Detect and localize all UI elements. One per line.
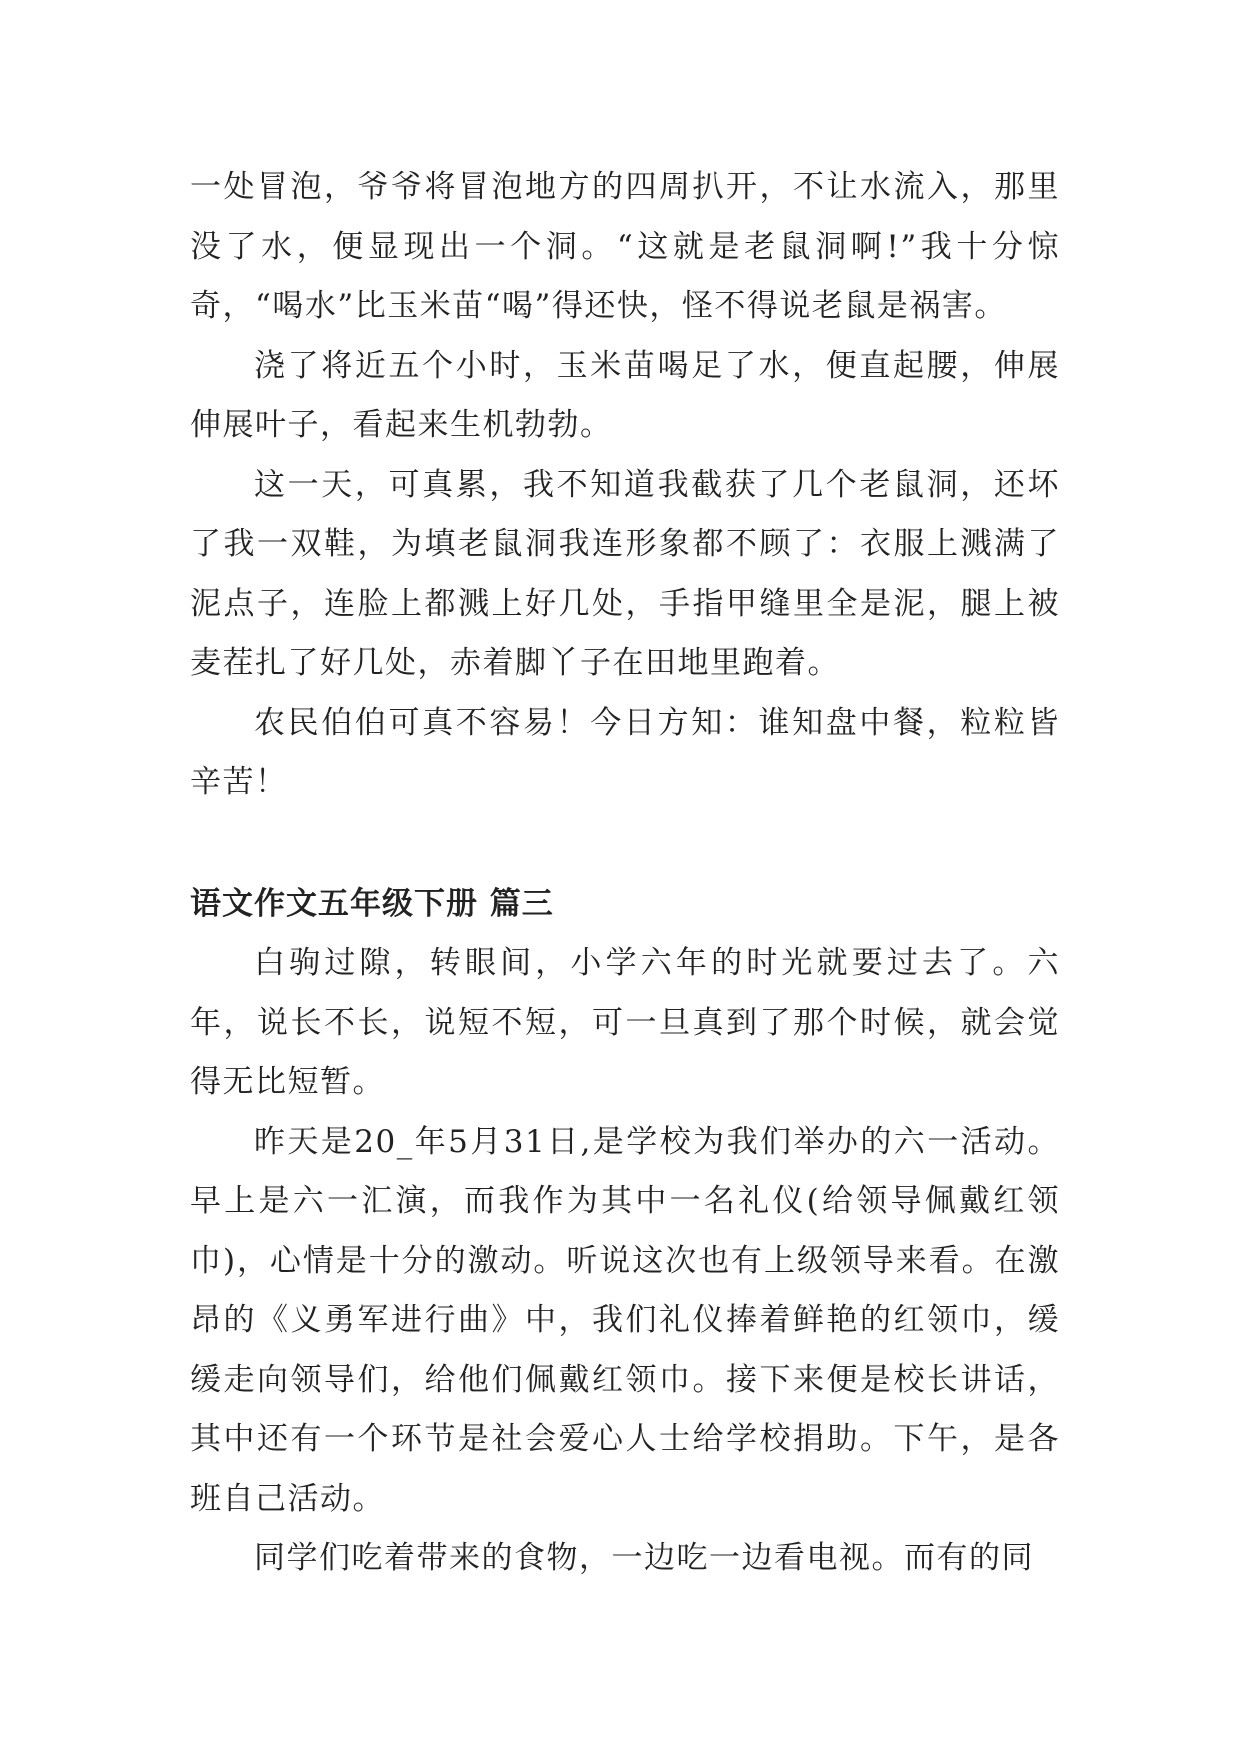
- paragraph-intro: 白驹过隙，转眼间，小学六年的时光就要过去了。六年，说长不长，说短不短，可一旦真到了那个时候，就会觉得无比短暂。: [190, 945, 1060, 1100]
- paragraph-watering: 浇了将近五个小时，玉米苗喝足了水，便直起腰，伸展伸展叶子，看起来生机勃勃。: [190, 347, 1060, 443]
- paragraph-tired-day: 这一天，可真累，我不知道我截获了几个老鼠洞，还坏了我一双鞋，为填老鼠洞我连形象都不顾了：衣服上溅满了泥点子，连脸上都溅上好几处，手指甲缝里全是泥，腿上被麦茬扎了好几处，赤着脚丫子在田地里跑着。: [190, 466, 1060, 681]
- essay-body: [190, 158, 1060, 1589]
- paragraph-childrens-day: 昨天是20_年5月31日,是学校为我们举办的六一活动。早上是六一汇演，而我作为其中一名礼仪(给领导佩戴红领巾)，心情是十分的激动。听说这次也有上级领导来看。在激昂的《义勇军进行曲》中，我们礼仪捧着鲜艳的红领巾，缓缓走向领导们，给他们佩戴红领巾。接下来便是校长讲话，其中还有一个环节是社会爱心人士给学校捐助。下午，是各班自己活动。: [190, 1123, 1060, 1517]
- paragraph-conclusion: 农民伯伯可真不容易！今日方知：谁知盘中餐，粒粒皆辛苦！: [190, 704, 1060, 800]
- section-heading: 语文作文五年级下册 篇三: [190, 885, 554, 922]
- paragraph-continuation: 一处冒泡，爷爷将冒泡地方的四周扒开，不让水流入，那里没了水，便显现出一个洞。“这就是老鼠洞啊!”我十分惊奇，“喝水”比玉米苗“喝”得还快，怪不得说老鼠是祸害。: [190, 169, 1060, 324]
- paragraph-classmates: 同学们吃着带来的食物，一边吃一边看电视。而有的同: [254, 1540, 1034, 1576]
